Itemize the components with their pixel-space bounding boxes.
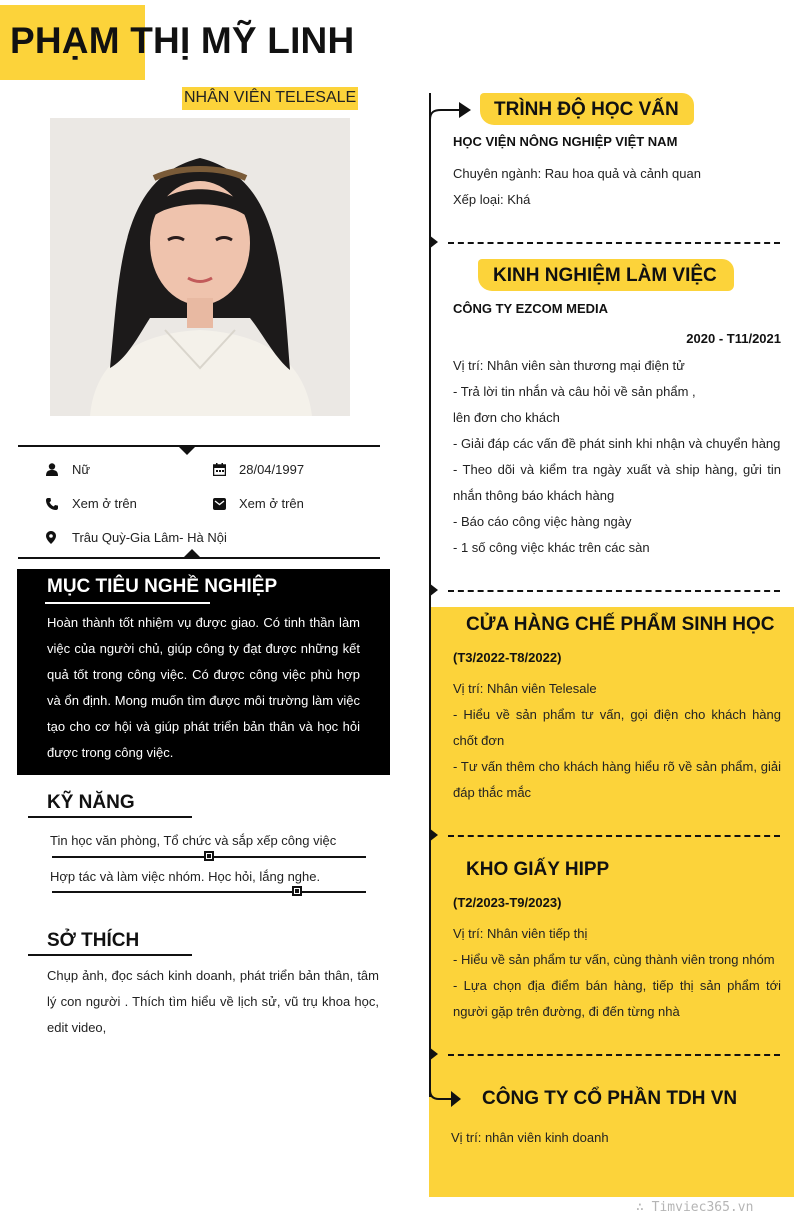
hobbies-title: SỞ THÍCH [47, 930, 140, 951]
candidate-name: PHẠM THỊ MỸ LINH [10, 20, 355, 61]
job-description [453, 353, 781, 561]
company-name: CÔNG TY EZCOM MEDIA [453, 301, 609, 316]
job-description [451, 1125, 779, 1151]
job-line: - Theo dõi và kiểm tra ngày xuất và ship hàng, gửi tin nhắn thông báo khách hàng [453, 462, 781, 503]
job-title: NHÂN VIÊN TELESALE [182, 87, 358, 110]
career-objective-section [17, 569, 390, 775]
birthday-value: 28/04/1997 [239, 462, 305, 477]
contact-bottom-divider [18, 557, 380, 559]
phone-icon [46, 498, 72, 510]
timeline-marker [429, 583, 438, 597]
site-watermark: ∴ Timviec365.vn [636, 1200, 754, 1215]
job-line: Vị trí: Nhân viên sàn thương mại điện tử [453, 358, 685, 373]
job-line: - Báo cáo công việc hàng ngày [453, 514, 632, 529]
objective-text: Hoàn thành tốt nhiệm vụ được giao. Có tinh thần làm việc của người chủ, giúp công ty đạt được những kết quả tốt trong công việc. Có được công việc phù hợp và ổn định. Mong muốn tìm được môi trường làm việc tạo cho cơ hội và giúp phát triển bản thân và học hỏi được trong công việc. [47, 615, 360, 760]
job-line: - Giải đáp các vấn đề phát sinh khi nhận và chuyển hàng [453, 436, 781, 451]
school-name: HỌC VIỆN NÔNG NGHIỆP VIỆT NAM [453, 134, 678, 149]
section-dashed-divider [448, 835, 780, 837]
skills-title: KỸ NĂNG [47, 792, 135, 813]
job-line: Vị trí: Nhân viên tiếp thị [453, 926, 588, 941]
job-description [453, 921, 781, 1025]
envelope-icon [213, 498, 239, 510]
email-row [213, 496, 304, 511]
section-dashed-divider [448, 242, 780, 244]
address-value: Trâu Quỳ-Gia Lâm- Hà Nội [72, 530, 227, 545]
job-period: 2020 - T11/2021 [686, 331, 781, 346]
job-line: - Trả lời tin nhắn và câu hỏi về sản phẩm , [453, 384, 696, 399]
address-row [46, 530, 227, 545]
company-name: CÔNG TY CỔ PHẦN TDH VN [482, 1088, 738, 1109]
job-line: - 1 số công việc khác trên các sàn [453, 540, 650, 555]
gender-row [46, 462, 90, 477]
job-line: Vị trí: nhân viên kinh doanh [451, 1130, 609, 1145]
company-name: KHO GIẤY HIPP [466, 859, 610, 880]
objective-title: MỤC TIÊU NGHỀ NGHIỆP [47, 576, 278, 597]
timeline-marker [429, 828, 438, 842]
objective-underline [45, 602, 210, 604]
calendar-icon [213, 463, 239, 476]
education-major: Chuyên ngành: Rau hoa quả và cảnh quan [453, 166, 701, 181]
education-details [453, 161, 781, 213]
skill-level-marker [204, 851, 214, 861]
job-line: - Tư vấn thêm cho khách hàng hiểu rõ về sản phẩm, giải đáp thắc mắc [453, 759, 781, 800]
divider-arrow-down [179, 447, 195, 455]
job-line: - Hiểu về sản phẩm tư vấn, cùng thành viên trong nhóm [453, 952, 775, 967]
education-title: TRÌNH ĐỘ HỌC VẤN [494, 99, 679, 120]
timeline-arrow-icon [429, 1072, 463, 1110]
job-line: - Lựa chọn địa điểm bán hàng, tiếp thị sản phẩm tới người gặp trên đường, đi đến từng nhà [453, 978, 781, 1019]
portrait-illustration [50, 118, 350, 416]
job-line: Vị trí: Nhân viên Telesale [453, 681, 597, 696]
gender-value: Nữ [72, 462, 91, 477]
skill-level-marker [292, 886, 302, 896]
timeline-marker [429, 235, 438, 249]
profile-photo [50, 118, 350, 416]
job-line: lên đơn cho khách [453, 410, 560, 425]
divider-arrow-up [184, 549, 200, 557]
section-dashed-divider [448, 1054, 780, 1056]
section-dashed-divider [448, 590, 780, 592]
phone-row [46, 496, 137, 511]
birthday-row [213, 462, 304, 477]
skill-label: Hợp tác và làm việc nhóm. Học hỏi, lắng nghe. [50, 869, 321, 884]
skill-bar [52, 891, 366, 893]
company-name: CỬA HÀNG CHẾ PHẨM SINH HỌC [466, 614, 775, 635]
timeline-arrow-icon [429, 98, 473, 122]
hobbies-text: Chụp ảnh, đọc sách kinh doanh, phát triển bản thân, tâm lý con người . Thích tìm hiểu về lịch sử, vũ trụ khoa học, edit video, [47, 968, 379, 1035]
phone-value: Xem ở trên [72, 496, 137, 511]
job-description [453, 676, 781, 806]
timeline-marker [429, 1047, 438, 1061]
contact-top-divider [18, 445, 380, 447]
hobbies-underline [28, 954, 192, 956]
user-icon [46, 463, 72, 476]
experience-title: KINH NGHIỆM LÀM VIỆC [493, 265, 717, 286]
job-period: (T3/2022-T8/2022) [453, 650, 562, 665]
job-line: - Hiểu về sản phẩm tư vấn, gọi điện cho khách hàng chốt đơn [453, 707, 781, 748]
education-grade: Xếp loại: Khá [453, 192, 531, 207]
job-period: (T2/2023-T9/2023) [453, 895, 562, 910]
skill-label: Tin học văn phòng, Tổ chức và sắp xếp công việc [50, 833, 337, 848]
email-value: Xem ở trên [239, 496, 304, 511]
map-marker-icon [46, 531, 72, 544]
skills-underline [28, 816, 192, 818]
